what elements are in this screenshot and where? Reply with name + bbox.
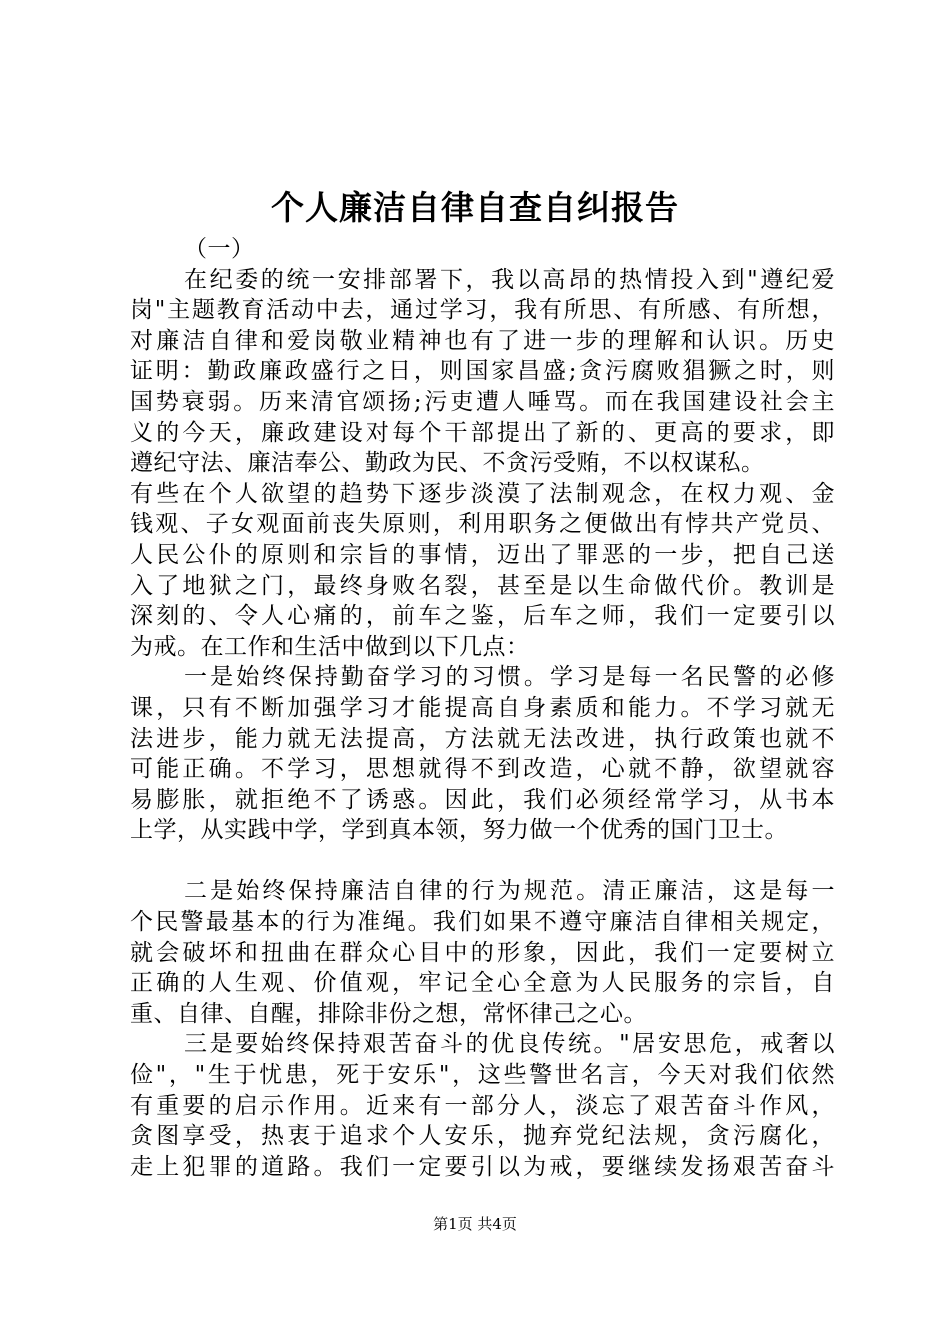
paragraph-line: 个民警最基本的行为准绳。我们如果不遵守廉洁自律相关规定， xyxy=(130,909,835,936)
document-body xyxy=(130,234,835,1182)
section-heading: （一） xyxy=(184,236,255,262)
document-title: 个人廉洁自律自查自纠报告 xyxy=(271,188,679,227)
paragraph-line: 俭"，"生于忧患，死于安乐"，这些警世名言，今天对我们依然 xyxy=(130,1062,835,1089)
paragraph-line: 一是始终保持勤奋学习的习惯。学习是每一名民警的必修 xyxy=(184,664,835,691)
paragraph-line: 岗"主题教育活动中去，通过学习，我有所思、有所感、有所想， xyxy=(130,297,835,324)
paragraph-line: 钱观、子女观面前丧失原则，利用职务之便做出有悖共产党员、 xyxy=(130,511,835,538)
paragraph-line: 对廉洁自律和爱岗敬业精神也有了进一步的理解和认识。历史 xyxy=(130,327,835,354)
paragraph-line: 国势衰弱。历来清官颂扬;污吏遭人唾骂。而在我国建设社会主 xyxy=(130,388,835,415)
paragraph-line: 正确的人生观、价值观，牢记全心全意为人民服务的宗旨，自 xyxy=(130,970,835,997)
paragraph-line: 人民公仆的原则和宗旨的事情，迈出了罪恶的一步，把自己送 xyxy=(130,541,835,568)
paragraph-line: 深刻的、令人心痛的，前车之鉴，后车之师，我们一定要引以 xyxy=(130,603,835,630)
paragraph-line: 重、自律、自醒，排除非份之想，常怀律己之心。 xyxy=(130,1000,647,1027)
paragraph-line: 可能正确。不学习，思想就得不到改造，心就不静，欲望就容 xyxy=(130,756,835,783)
paragraph-line: 证明：勤政廉政盛行之日，则国家昌盛;贪污腐败猖獗之时，则 xyxy=(130,358,835,385)
paragraph-line: 为戒。在工作和生活中做到以下几点： xyxy=(130,633,530,660)
page-footer: 第1页 共4页 xyxy=(433,1215,517,1233)
paragraph-line: 法进步，能力就无法提高，方法就无法改进，执行政策也就不 xyxy=(130,725,835,752)
paragraph-line: 入了地狱之门，最终身败名裂，甚至是以生命做代价。教训是 xyxy=(130,572,835,599)
paragraph-line: 贪图享受，热衷于追求个人安乐，抛弃党纪法规，贪污腐化， xyxy=(130,1123,835,1150)
paragraph-line: 有重要的启示作用。近来有一部分人，淡忘了艰苦奋斗作风， xyxy=(130,1092,835,1119)
paragraph-line: 上学，从实践中学，学到真本领，努力做一个优秀的国门卫士。 xyxy=(130,817,788,844)
paragraph-line: 易膨胀，就拒绝不了诱惑。因此，我们必须经常学习，从书本 xyxy=(130,786,835,813)
paragraph-line: 走上犯罪的道路。我们一定要引以为戒，要继续发扬艰苦奋斗 xyxy=(130,1153,835,1180)
paragraph-line: 就会破坏和扭曲在群众心目中的形象，因此，我们一定要树立 xyxy=(130,939,835,966)
paragraph-line: 二是始终保持廉洁自律的行为规范。清正廉洁，这是每一 xyxy=(184,878,835,905)
paragraph-line: 在纪委的统一安排部署下，我以高昂的热情投入到"遵纪爱 xyxy=(184,266,835,293)
paragraph-line: 有些在个人欲望的趋势下逐步淡漠了法制观念，在权力观、金 xyxy=(130,480,835,507)
paragraph-line: 义的今天，廉政建设对每个干部提出了新的、更高的要求，即 xyxy=(130,419,835,446)
paragraph-line: 课，只有不断加强学习才能提高自身素质和能力。不学习就无 xyxy=(130,694,835,721)
paragraph-line: 三是要始终保持艰苦奋斗的优良传统。"居安思危，戒奢以 xyxy=(184,1031,835,1058)
blank-line xyxy=(130,846,835,877)
paragraph-line: 遵纪守法、廉洁奉公、勤政为民、不贪污受贿，不以权谋私。 xyxy=(130,450,765,477)
